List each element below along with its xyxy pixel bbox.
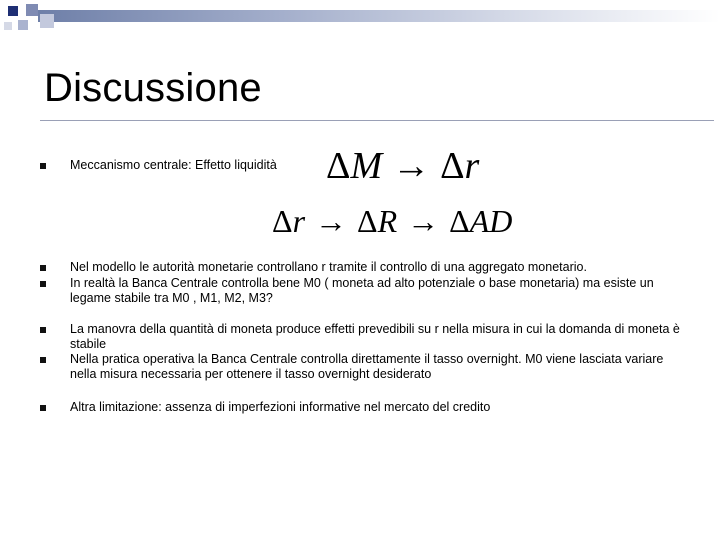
header-gradient-bar: [38, 10, 720, 22]
bullet-marker-icon: [40, 281, 46, 287]
decor-square: [18, 20, 28, 30]
formula-variable: r: [464, 145, 480, 187]
bullet-marker-icon: [40, 265, 46, 271]
formula-variable: R: [377, 203, 398, 239]
arrow-icon: →: [315, 203, 348, 239]
bullet-text: Nel modello le autorità monetarie controllano r tramite il controllo di una aggregato monetario.: [70, 260, 587, 274]
formula-money-to-rate: [326, 144, 479, 188]
decor-square: [8, 6, 18, 16]
decor-square: [26, 4, 38, 16]
bullet-marker-icon: [40, 405, 46, 411]
arrow-icon: →: [407, 203, 440, 239]
decor-square: [40, 14, 54, 28]
delta-symbol: Δ: [272, 203, 293, 239]
bullet-marker-icon: [40, 163, 46, 169]
delta-symbol: Δ: [440, 145, 465, 187]
header-decoration: [0, 0, 720, 36]
delta-symbol: Δ: [449, 203, 470, 239]
bullet-marker-icon: [40, 327, 46, 333]
formula-variable: AD: [469, 203, 513, 239]
bullet-text: Nella pratica operativa la Banca Centrale controlla direttamente il tasso overnight. M0 viene lasciata variare nella misura necessaria per ottenere il tasso overnight desiderato: [70, 352, 664, 381]
formula-transmission-chain: [272, 203, 512, 240]
arrow-icon: →: [392, 145, 431, 187]
bullet-text: Meccanismo centrale: Effetto liquidità: [70, 158, 277, 172]
bullet-marker-icon: [40, 357, 46, 363]
delta-symbol: Δ: [357, 203, 378, 239]
formula-variable: M: [350, 145, 383, 187]
slide-title: Discussione: [44, 66, 262, 110]
title-divider: [40, 120, 714, 121]
decor-square: [4, 22, 12, 30]
formula-variable: r: [292, 203, 306, 239]
bullet-text: La manovra della quantità di moneta produce effetti prevedibili su r nella misura in cui la domanda di moneta è stabile: [70, 322, 680, 351]
bullet-text: Altra limitazione: assenza di imperfezioni informative nel mercato del credito: [70, 400, 491, 414]
bullet-text: In realtà la Banca Centrale controlla bene M0 ( moneta ad alto potenziale o base monetaria) ma esiste un legame stabile tra M0 , M1, M2, M3?: [70, 276, 654, 305]
delta-symbol: Δ: [326, 145, 351, 187]
